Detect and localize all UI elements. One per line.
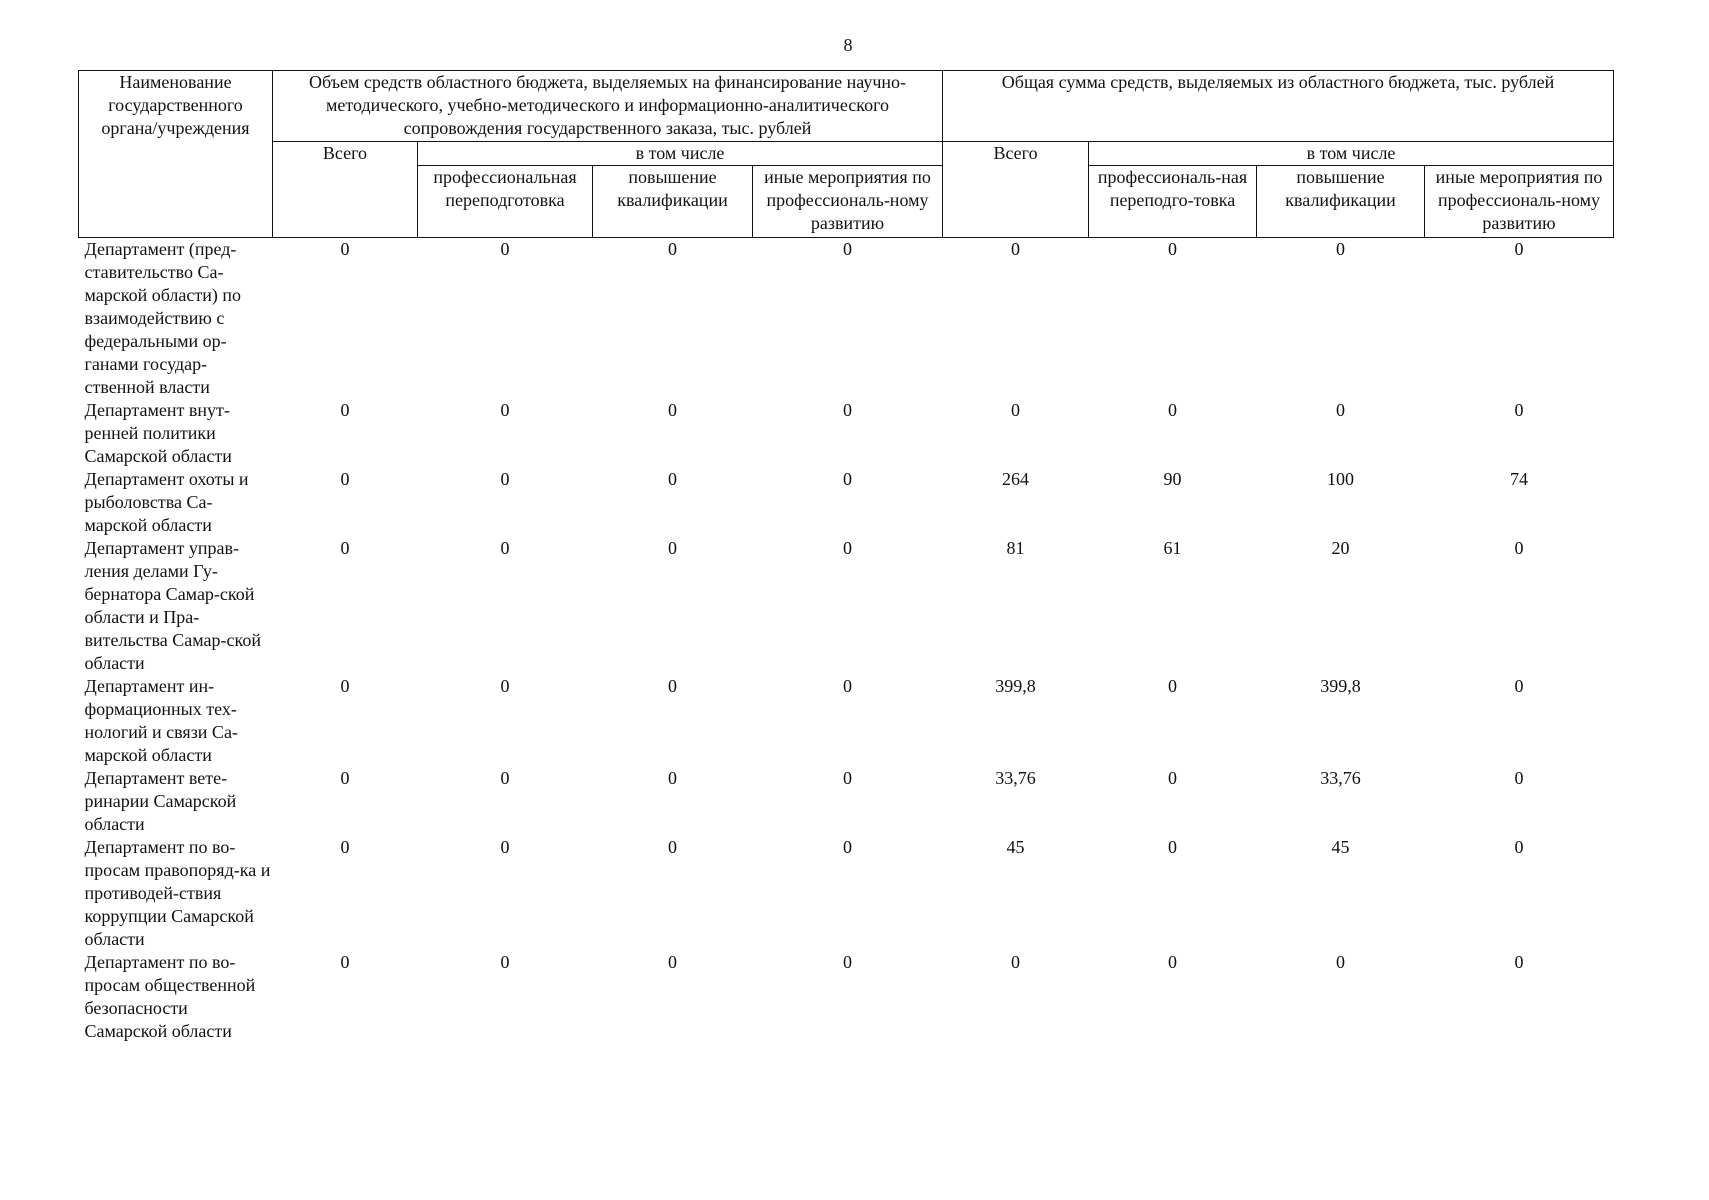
row-value-cell: 90	[1163, 469, 1182, 489]
table-row	[79, 675, 1614, 767]
table-row	[79, 767, 1614, 836]
row-value-cell: 0	[843, 952, 852, 972]
row-department-name: Департамент охоты и рыболовства Са-марской области	[84, 469, 249, 535]
header-group1-retraining: профессиональная переподготовка	[418, 166, 593, 238]
row-value-cell: 0	[1336, 239, 1346, 259]
row-value-cell: 81	[1006, 538, 1025, 558]
row-value-cell: 264	[1002, 469, 1030, 489]
row-value-cell: 33,76	[1320, 768, 1361, 788]
row-value-cell: 0	[843, 676, 852, 696]
header-group1-including: в том числе	[418, 142, 943, 166]
row-value-cell: 0	[1514, 239, 1524, 259]
row-department-name: Департамент (пред-ставительство Са-марской области) по взаимодействию с федеральными ор-ганами государ-ственной власти	[84, 239, 242, 397]
row-department-name: Департамент по во-просам правопоряд-ка и противодей-ствия коррупции Самарской области	[84, 837, 271, 949]
row-value-cell: 74	[1510, 469, 1529, 489]
row-value-cell: 0	[843, 837, 852, 857]
row-value-cell: 0	[843, 469, 852, 489]
row-value-cell: 0	[340, 239, 350, 259]
row-value-cell: 0	[668, 676, 677, 696]
header-group1-title: Объем средств областного бюджета, выделяемых на финансирование научно-методического, учебно-методического и информационно-аналитического сопровождения государственного заказа, тыс. рублей	[273, 71, 943, 142]
header-group1-total: Всего	[273, 142, 418, 238]
row-value-cell: 0	[1168, 837, 1178, 857]
row-value-cell: 20	[1331, 538, 1350, 558]
header-name-column: Наименование государственного органа/учреждения	[79, 71, 273, 238]
row-value-cell: 0	[500, 952, 510, 972]
row-value-cell: 0	[668, 400, 677, 420]
row-value-cell: 0	[340, 400, 350, 420]
row-value-cell: 0	[340, 469, 350, 489]
row-value-cell: 0	[843, 538, 852, 558]
row-value-cell: 0	[1011, 952, 1021, 972]
row-value-cell: 0	[1514, 676, 1524, 696]
row-value-cell: 0	[1514, 768, 1524, 788]
table-row	[79, 399, 1614, 468]
row-value-cell: 0	[1168, 952, 1178, 972]
row-value-cell: 0	[500, 400, 510, 420]
row-value-cell: 33,76	[995, 768, 1036, 788]
row-value-cell: 0	[1514, 538, 1524, 558]
row-value-cell: 0	[1168, 676, 1178, 696]
page-number: 8	[843, 35, 853, 55]
row-value-cell: 0	[500, 469, 510, 489]
row-value-cell: 0	[1168, 768, 1178, 788]
row-department-name: Департамент ин-формационных тех-нологий и связи Са-марской области	[84, 676, 238, 765]
row-value-cell: 0	[1168, 400, 1178, 420]
row-value-cell: 0	[1336, 952, 1346, 972]
row-value-cell: 45	[1006, 837, 1025, 857]
row-value-cell: 45	[1331, 837, 1350, 857]
row-value-cell: 0	[1168, 239, 1178, 259]
header-group2-qualification: повышение квалификации	[1257, 166, 1425, 238]
table-row	[79, 836, 1614, 951]
row-value-cell: 0	[843, 239, 852, 259]
row-value-cell: 0	[500, 538, 510, 558]
header-group1-other: иные мероприятия по профессиональ-ному развитию	[753, 166, 943, 238]
row-value-cell: 0	[843, 400, 852, 420]
row-department-name: Департамент по во-просам общественной безопасности Самарской области	[84, 952, 256, 1041]
row-value-cell: 0	[668, 837, 677, 857]
row-value-cell: 0	[340, 768, 350, 788]
header-group1-qualification: повышение квалификации	[593, 166, 753, 238]
row-value-cell: 0	[1011, 239, 1021, 259]
row-value-cell: 0	[500, 239, 510, 259]
table-row	[79, 951, 1614, 1043]
row-value-cell: 399,8	[995, 676, 1036, 696]
row-value-cell: 0	[340, 538, 350, 558]
row-value-cell: 0	[340, 676, 350, 696]
row-value-cell: 0	[668, 768, 677, 788]
row-value-cell: 0	[340, 952, 350, 972]
row-value-cell: 0	[668, 538, 677, 558]
header-group2-title: Общая сумма средств, выделяемых из областного бюджета, тыс. рублей	[943, 71, 1614, 142]
table-row	[79, 238, 1614, 400]
table-row	[79, 468, 1614, 537]
header-group2-including: в том числе	[1089, 142, 1614, 166]
row-value-cell: 0	[843, 768, 852, 788]
row-value-cell: 0	[668, 469, 677, 489]
header-group2-other: иные мероприятия по профессиональ-ному развитию	[1425, 166, 1614, 238]
row-department-name: Департамент внут-ренней политики Самарской области	[84, 400, 232, 466]
row-value-cell: 0	[500, 768, 510, 788]
row-value-cell: 0	[1514, 400, 1524, 420]
row-value-cell: 0	[500, 676, 510, 696]
row-value-cell: 100	[1327, 469, 1355, 489]
row-value-cell: 0	[1514, 837, 1524, 857]
budget-table	[78, 70, 1614, 1043]
row-value-cell: 399,8	[1320, 676, 1361, 696]
row-value-cell: 0	[1514, 952, 1524, 972]
row-value-cell: 0	[668, 239, 677, 259]
row-value-cell: 0	[668, 952, 677, 972]
row-department-name: Департамент управ-ления делами Гу-бернатора Самар-ской области и Пра-вительства Самар-ской области	[84, 538, 261, 673]
header-group2-total: Всего	[943, 142, 1089, 238]
header-group2-retraining: профессиональ-ная переподго-товка	[1089, 166, 1257, 238]
row-value-cell: 0	[500, 837, 510, 857]
row-value-cell: 0	[340, 837, 350, 857]
table-row	[79, 537, 1614, 675]
row-value-cell: 0	[1336, 400, 1346, 420]
row-value-cell: 0	[1011, 400, 1021, 420]
row-department-name: Департамент вете-ринарии Самарской области	[84, 768, 237, 834]
row-value-cell: 61	[1163, 538, 1182, 558]
